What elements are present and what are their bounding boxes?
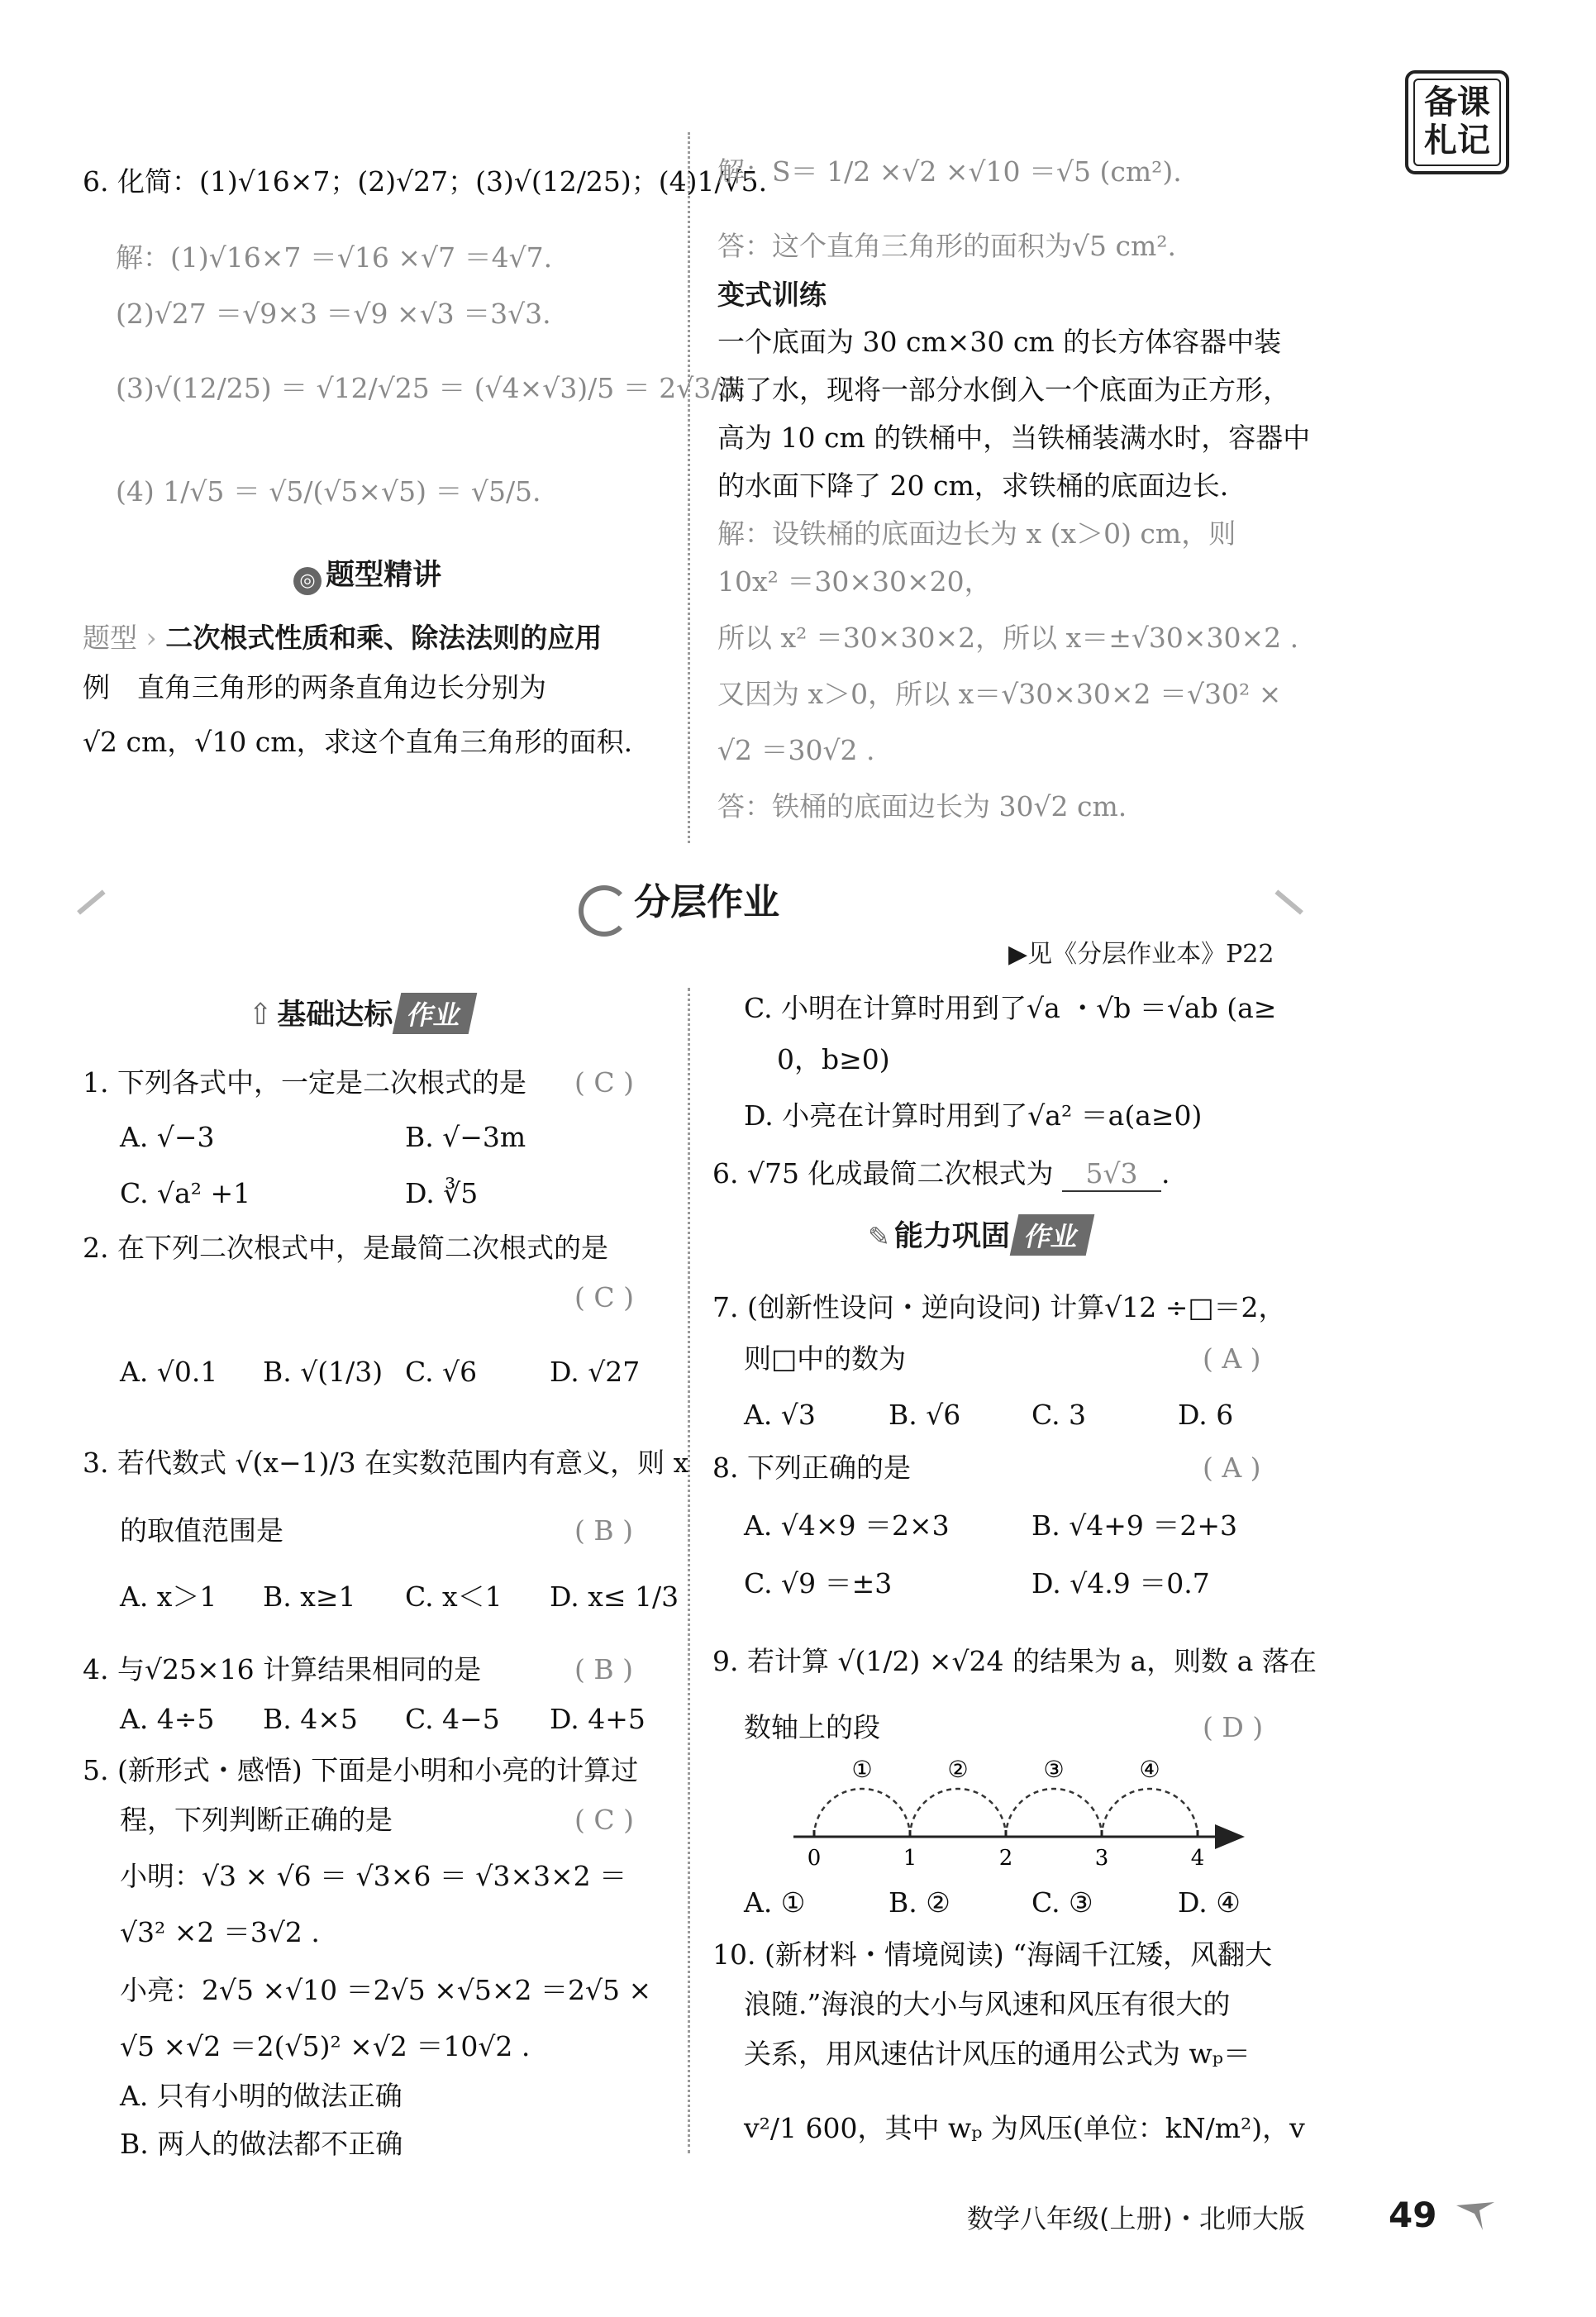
number-line-tick-label: 3 [1094, 1846, 1109, 1871]
example-line-2: √2 cm，√10 cm，求这个直角三角形的面积. [83, 726, 633, 758]
q7-option-d: D. 6 [1178, 1399, 1234, 1431]
q5-xiaoliang-2: √5 ×√2 ＝2(√5)² ×√2 ＝10√2 . [120, 2030, 531, 2062]
q6-text: 6. √75 化成最简二次根式为 [712, 1157, 1054, 1189]
q3-stem-1: 3. 若代数式 √(x−1)/3 在实数范围内有意义，则 x [83, 1447, 689, 1479]
number-line-segment-label: ② [947, 1756, 969, 1783]
q5-xiaoming-2: √3² ×2 ＝3√2 . [120, 1916, 320, 1948]
variant-problem-line-1: 一个底面为 30 cm×30 cm 的长方体容器中装 [717, 326, 1282, 358]
q3-option-b: B. x≥1 [263, 1580, 356, 1613]
q9-option-c: C. ③ [1031, 1886, 1093, 1919]
q6-solution-1: 解：(1)√16×7 ＝√16 ×√7 ＝4√7. [116, 241, 553, 274]
section-deco-right [1259, 889, 1303, 933]
q5-option-a: A. 只有小明的做法正确 [120, 2080, 403, 2112]
number-line-tick-label: 0 [807, 1846, 822, 1871]
ability-pen-icon: ✎ [868, 1221, 890, 1252]
footer-subject: 数学八年级(上册)・北师大版 [967, 2203, 1305, 2234]
variant-problem-line-3: 高为 10 cm 的铁桶中，当铁桶装满水时，容器中 [717, 422, 1311, 454]
q7-option-c: C. 3 [1031, 1399, 1087, 1431]
q1-stem: 1. 下列各式中，一定是二次根式的是 [83, 1066, 526, 1099]
section-deco-left [77, 889, 121, 933]
q10-line-3: 关系，用风速估计风压的通用公式为 wₚ＝ [744, 2038, 1251, 2070]
variant-training-title: 变式训练 [717, 279, 827, 311]
q8-stem: 8. 下列正确的是 [712, 1452, 911, 1484]
q2-option-b: B. √(1/3) [263, 1356, 384, 1388]
q5-option-d: D. 小亮在计算时用到了√a² ＝a(a≥0) [744, 1099, 1203, 1132]
q6-solution-2: (2)√27 ＝√9×3 ＝√9 ×√3 ＝3√3. [116, 298, 551, 330]
q2-option-d: D. √27 [550, 1356, 641, 1388]
q6-solution-4: (4) 1/√5 ＝ √5/(√5×√5) ＝ √5/5. [116, 475, 541, 508]
section-header [579, 872, 779, 937]
badge-text: 备课札记 [1413, 79, 1501, 166]
number-line-segment-arc [1006, 1789, 1102, 1837]
q5-stem-2: 程，下列判断正确的是 [120, 1804, 393, 1836]
q9-answer: ( D ) [1203, 1711, 1264, 1743]
variant-solution-6: 答：铁桶的底面边长为 30√2 cm. [717, 790, 1127, 822]
q8-option-c: C. √9 ＝±3 [744, 1567, 893, 1599]
q1-option-a: A. √−3 [120, 1121, 215, 1153]
top-column-divider [688, 132, 690, 843]
section-swirl-icon [579, 885, 630, 937]
topic-heading-text: 题型精讲 [326, 559, 442, 592]
number-line-segment-arc [814, 1789, 910, 1837]
q10-line-2: 浪随.”海浪的大小与风速和风压有很大的 [744, 1988, 1231, 2020]
q5-option-c-1: C. 小明在计算时用到了√a ・√b ＝√ab (a≥ [744, 992, 1277, 1024]
q2-answer: ( C ) [574, 1281, 634, 1313]
q7-stem-2: 则□中的数为 [744, 1342, 907, 1375]
q4-answer: ( B ) [574, 1653, 633, 1685]
variant-solution-1: 解：设铁桶的底面边长为 x (x＞0) cm，则 [717, 517, 1236, 550]
q1-answer: ( C ) [574, 1066, 634, 1099]
q9-stem-2: 数轴上的段 [744, 1711, 880, 1743]
q9-option-b: B. ② [889, 1886, 950, 1919]
q3-answer: ( B ) [574, 1514, 633, 1547]
section-reference: ▶见《分层作业本》P22 [1008, 940, 1274, 969]
q3-stem-2: 的取值范围是 [120, 1514, 283, 1547]
basic-tag: 作业 [393, 993, 478, 1034]
q2-option-c: C. √6 [405, 1356, 478, 1388]
number-line-tick-label: 4 [1190, 1846, 1205, 1871]
ability-tag: 作业 [1010, 1214, 1095, 1256]
q8-option-d: D. √4.9 ＝0.7 [1031, 1567, 1210, 1599]
q5-option-c-2: 0，b≥0) [777, 1043, 890, 1075]
q1-option-d: D. ∛5 [405, 1177, 479, 1209]
lesson-notes-badge [1405, 70, 1509, 174]
q5-xiaoliang-1: 小亮：2√5 ×√10 ＝2√5 ×√5×2 ＝2√5 × [120, 1974, 652, 2006]
q7-stem-1: 7. (创新性设问・逆向设问) 计算√12 ÷□＝2， [712, 1291, 1286, 1323]
example-solution: 解：S＝ 1/2 ×√2 ×√10 ＝√5 (cm²). [717, 155, 1182, 188]
type-line: 题型 › 二次根式性质和乘、除法法则的应用 [83, 622, 603, 654]
q9-option-a: A. ① [744, 1886, 806, 1919]
variant-solution-5: √2 ＝30√2 . [717, 734, 875, 766]
type-title: 二次根式性质和乘、除法法则的应用 [165, 622, 603, 654]
q3-option-a: A. x＞1 [120, 1580, 217, 1613]
q2-stem: 2. 在下列二次根式中，是最简二次根式的是 [83, 1232, 608, 1264]
q4-option-c: C. 4−5 [405, 1703, 500, 1735]
ability-heading [868, 1213, 1090, 1256]
question-6-text: 6. 化简：(1)√16×7；(2)√27；(3)√(12/25)；(4)1/√5. [83, 165, 768, 198]
number-line-segment-arc [1102, 1789, 1198, 1837]
q8-option-a: A. √4×9 ＝2×3 [744, 1509, 950, 1542]
number-line-diagram [777, 1752, 1256, 1876]
variant-solution-3: 所以 x² ＝30×30×2，所以 x＝±√30×30×2 . [717, 622, 1299, 654]
topic-heading [293, 552, 441, 595]
q3-option-c: C. x＜1 [405, 1580, 503, 1613]
q7-option-b: B. √6 [889, 1399, 961, 1431]
variant-problem-line-4: 的水面下降了 20 cm，求铁桶的底面边长. [717, 470, 1229, 502]
q3-option-d: D. x≤ 1/3 [550, 1580, 679, 1613]
example-line-1: 例 直角三角形的两条直角边长分别为 [83, 671, 546, 703]
q7-option-a: A. √3 [744, 1399, 816, 1431]
q4-option-b: B. 4×5 [263, 1703, 358, 1735]
number-line-segment-label: ① [851, 1756, 873, 1783]
variant-solution-4: 又因为 x＞0，所以 x＝√30×30×2 ＝√30² × [717, 678, 1282, 710]
example-answer: 答：这个直角三角形的面积为√5 cm². [717, 230, 1177, 262]
q6-blank-answer: 5√3 [1062, 1157, 1161, 1192]
q5-option-b: B. 两人的做法都不正确 [120, 2128, 403, 2160]
page-number: 49 [1389, 2195, 1437, 2235]
variant-problem-line-2: 满了水，现将一部分水倒入一个底面为正方形， [717, 374, 1290, 406]
basic-title: 基础达标 [277, 999, 393, 1032]
q10-line-1: 10. (新材料・情境阅读) “海阔千江矮，风翻大 [712, 1938, 1273, 1971]
q5-answer: ( C ) [574, 1804, 634, 1836]
q7-answer: ( A ) [1203, 1342, 1261, 1375]
footer-deco-icon [1455, 2199, 1496, 2232]
number-line-tick-label: 1 [903, 1846, 917, 1871]
q1-option-b: B. √−3m [405, 1121, 526, 1153]
q10-line-4: v²/1 600，其中 wₚ 为风压(单位：kN/m²)，v [744, 2112, 1305, 2144]
variant-solution-2: 10x² ＝30×30×20， [717, 565, 992, 598]
q9-option-d: D. ④ [1178, 1886, 1241, 1919]
basic-level-heading [248, 992, 473, 1034]
q8-answer: ( A ) [1203, 1452, 1261, 1484]
q4-option-d: D. 4+5 [550, 1703, 646, 1735]
q4-stem: 4. 与√25×16 计算结果相同的是 [83, 1653, 482, 1685]
q9-stem-1: 9. 若计算 √(1/2) ×√24 的结果为 a，则数 a 落在 [712, 1645, 1317, 1677]
q5-xiaoming-1: 小明：√3 × √6 ＝ √3×6 ＝ √3×3×2 ＝ [120, 1860, 627, 1892]
number-line-segment-label: ③ [1043, 1756, 1065, 1783]
q4-option-a: A. 4÷5 [120, 1703, 215, 1735]
number-line-segment-label: ④ [1139, 1756, 1160, 1783]
bottom-column-divider [688, 988, 690, 2153]
type-label: 题型 [83, 622, 137, 654]
topic-heading-icon: ◎ [293, 567, 322, 595]
q1-option-c: C. √a² +1 [120, 1177, 251, 1209]
q5-stem-1: 5. (新形式・感悟) 下面是小明和小亮的计算过 [83, 1754, 639, 1786]
section-title: 分层作业 [634, 881, 780, 923]
q2-option-a: A. √0.1 [120, 1356, 218, 1388]
number-line-segment-arc [910, 1789, 1006, 1837]
q6-solution-3: (3)√(12/25) ＝ √12/√25 ＝ (√4×√3)/5 ＝ 2√3/5. [116, 372, 746, 404]
ability-title: 能力巩固 [893, 1220, 1010, 1253]
q8-option-b: B. √4+9 ＝2+3 [1031, 1509, 1238, 1542]
q6-stem: 6. √75 化成最简二次根式为 5√3 . [712, 1157, 1170, 1192]
number-line-tick-label: 2 [998, 1846, 1013, 1871]
basic-arrow-icon: ⇧ [248, 998, 274, 1032]
